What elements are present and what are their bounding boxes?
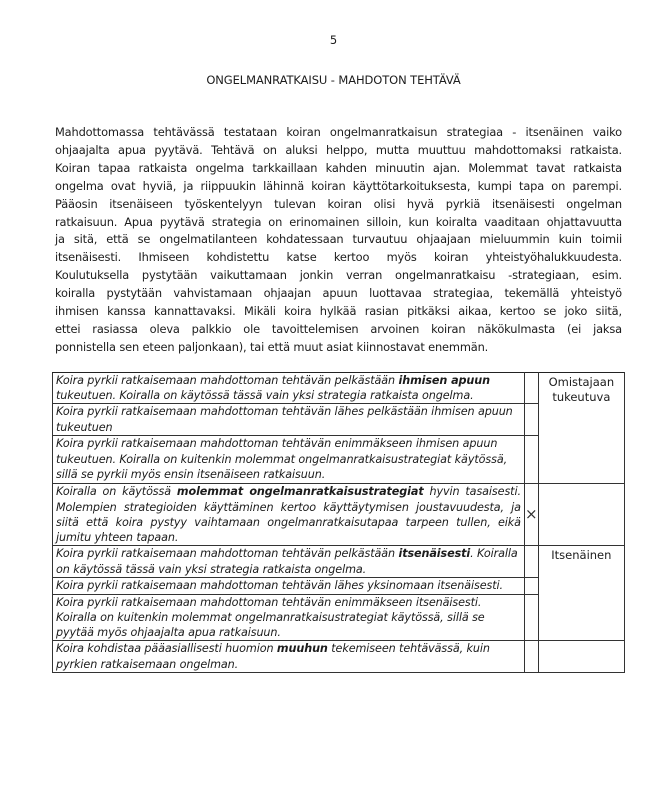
scale-row-checkbox[interactable] <box>524 436 538 484</box>
category-independent: Itsenäinen <box>538 546 624 641</box>
intro-line: Koulutuksella pystytään vaikuttamaan jonkin verran ongelmanratkaisu -strategiaan, esim. <box>55 268 622 283</box>
intro-paragraph <box>55 124 622 357</box>
scale-row <box>53 546 625 577</box>
category-other <box>538 641 624 672</box>
description-text: Koira pyrkii ratkaisemaan mahdottoman tehtävän pelkästään <box>56 374 399 387</box>
description-text: Koiralla on käytössä <box>56 485 177 499</box>
scale-row-checkbox[interactable] <box>524 594 538 641</box>
intro-line: Mahdottomassa tehtävässä testataan koiran ongelmanratkaisun strategiaa - itsenäinen vaiko <box>55 125 622 139</box>
scale-row-checkbox[interactable] <box>524 641 538 672</box>
scale-row-description <box>53 404 525 436</box>
scale-row <box>53 373 625 404</box>
intro-line: ihmisen kanssa kannattavaksi. Mikäli koira hylkää rasian pitkäksi aikaa, kertoo se joko siitä, <box>55 304 622 319</box>
scale-row-description <box>53 546 525 577</box>
intro-line: ohjaajalta apua pyytävä. Tehtävä on aluksi helppo, mutta muuttuu mahdottomaksi ratkaista. <box>55 142 622 157</box>
description-text: . Koiralla on käytössä tässä vain yksi strategia ratkaista ongelma. <box>56 547 518 576</box>
emphasized-text: itsenäisesti <box>398 547 471 561</box>
section-title: ONGELMANRATKAISU - MAHDOTON TEHTÄVÄ <box>206 73 461 87</box>
intro-line: ongelma ovat hyviä, ja riippuukin lähinnä koiran käyttötarkoituksesta, kumpi tapa on parempi. <box>55 178 622 193</box>
category-owner-dependent: Omistajaan tukeutuva <box>538 373 624 484</box>
intro-line: ponnistella sen eteen paljonkaan), tai että muut asiat kiinnostavat enemmän. <box>55 339 489 354</box>
description-text: tukeutuen. Koiralla on käytössä tässä vain yksi strategia ratkaista ongelma. <box>56 389 474 403</box>
intro-line: Pääosin itsenäiseen työskentelyyn tulevan koiran olisi hyvä pyrkiä itsenäisesti ongelman <box>55 196 622 211</box>
description-text: Koira pyrkii ratkaisemaan mahdottoman tehtävän pelkästään <box>56 547 399 561</box>
intro-line: ja sitä, että se ongelmatilanteen kohdatessaan turvautuu ohjaajaan mieluummin kuin toimii <box>55 232 622 247</box>
description-text: Koira pyrkii ratkaisemaan mahdottoman tehtävän lähes yksinomaan itsenäisesti. <box>56 578 503 592</box>
emphasized-text: ihmisen apuun <box>398 374 491 387</box>
intro-line: Koiran tapaa ratkaista ongelma tarkkaillaan kahden minuutin ajan. Molemmat tavat ratkaista <box>55 160 622 175</box>
category-both <box>538 484 624 546</box>
scale-row-checkbox[interactable] <box>524 373 538 404</box>
scale-row-description <box>53 641 525 672</box>
scale-row-description <box>53 436 525 484</box>
scale-row-checkbox[interactable] <box>524 484 538 546</box>
intro-line: ratkaisuun. Apua pyytävä strategia on erinomainen silloin, kun koiralta vaaditaan ohjattavuutta <box>55 214 622 229</box>
scale-row-description <box>53 373 525 404</box>
scale-row <box>53 484 625 546</box>
scale-row <box>53 641 625 672</box>
description-text: Koira pyrkii ratkaisemaan mahdottoman tehtävän enimmäkseen ihmisen apuun tukeutuen. Koiralla on kuitenkin molemmat ongelmanratkaisustrategiat käytössä, sillä se pyrkii myös ensin itsenäiseen ratkaisuun. <box>56 437 508 481</box>
assessment-scale-table <box>52 372 625 673</box>
scale-row-description <box>53 577 525 594</box>
intro-line: ettei rasiassa oleva palkkio ole tavoittelemisen arvoinen koiran näkökulmasta (ei jaksa <box>55 321 622 336</box>
scale-row-description <box>53 594 525 641</box>
description-text: Koira kohdistaa pääasiallisesti huomion <box>56 642 277 656</box>
emphasized-text: molemmat ongelmanratkaisustrategiat <box>176 485 424 499</box>
scale-row-checkbox[interactable] <box>524 577 538 594</box>
scale-row-description <box>53 484 525 546</box>
intro-line: koiralla pystytään vahvistamaan ohjaajan apuun luottavaa strategiaa, tekemällä yhteistyö <box>55 286 622 301</box>
emphasized-text: muuhun <box>276 642 328 656</box>
intro-line: itsenäisesti. Ihmiseen kohdistettu katse kertoo myös koiran yhteistyöhalukkuudesta. <box>55 250 622 265</box>
page-number: 5 <box>329 33 338 47</box>
description-text: Koira pyrkii ratkaisemaan mahdottoman tehtävän lähes pelkästään ihmisen apuun tukeutuen <box>56 405 513 434</box>
scale-row-checkbox[interactable] <box>524 546 538 577</box>
description-text: Koira pyrkii ratkaisemaan mahdottoman tehtävän enimmäkseen itsenäisesti. Koiralla on kuitenkin molemmat ongelmanratkaisustrategiat käytössä, sillä se pyytää myös ohjaajalta apua ratkaisuun. <box>56 595 485 640</box>
scale-row-checkbox[interactable] <box>524 404 538 436</box>
check-mark-icon: × <box>525 505 538 524</box>
description-text: hyvin tasaisesti. Molempien strategioiden käyttäminen kertoo käyttäytymisen joustavuudesta, ja siitä että koira pystyy vaihtamaan ongelmanratkaisutapaa tarpeen tullen, eikä jumitu yhteen tapaan. <box>56 485 521 545</box>
description-text: tekemiseen tehtävässä, kuin pyrkien ratkaisemaan ongelman. <box>56 642 490 671</box>
